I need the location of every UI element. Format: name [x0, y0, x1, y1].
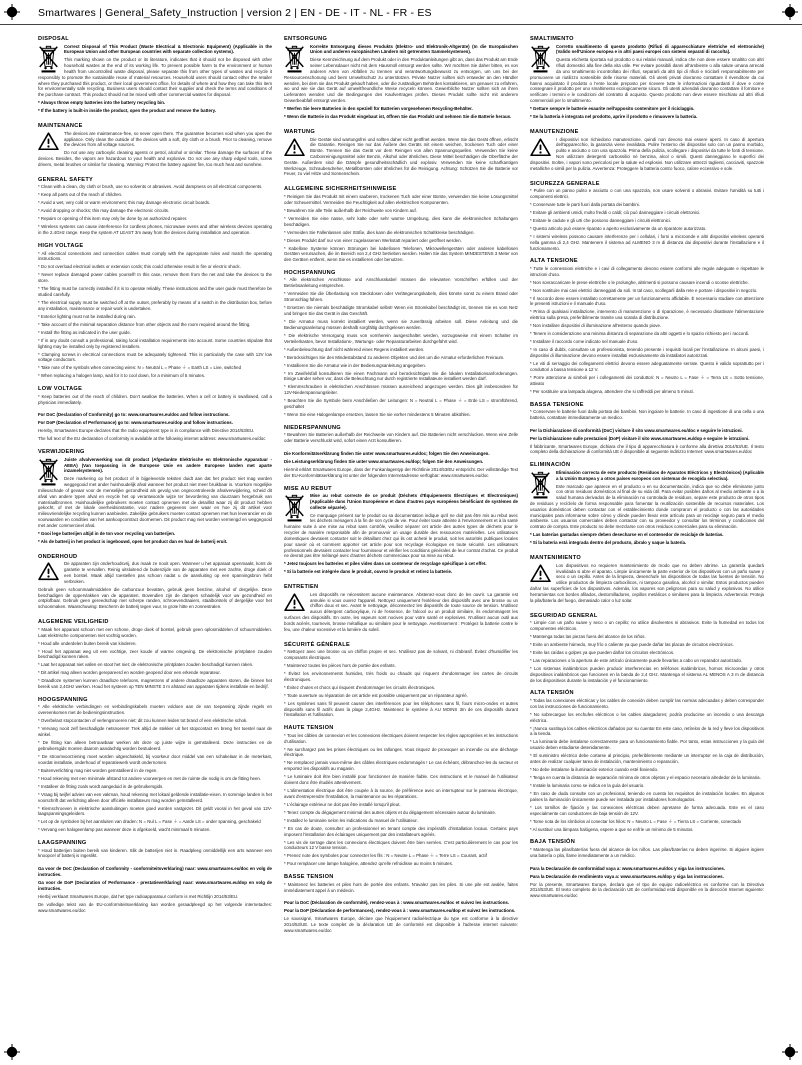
- paragraph: * Vervang een halogeenlamp pas wanneer deze is afgekoeld, wacht minimaal 5 minuten.: [38, 827, 211, 833]
- section-maintenance: [38, 123, 272, 170]
- section-body: [530, 428, 764, 456]
- registration-mark-icon: [4, 4, 20, 20]
- paragraph: * Laat het apparaat niet vallen en stoot het niet; de elektronische printplaten zouden beschadigd kunnen raken.: [38, 662, 254, 668]
- paragraph: Juiste afvalverwerking van dit product (Afgedankte Elektrische en Elektronische Apparatuur - AEEA) (Van toepassing in de Europese Unie en andere Europese landen met aparte inzamelsystemen).: [64, 456, 272, 474]
- paragraph: * Conservare le batterie fuori dalla portata dei bambini. Non ingoiare le batterie. In caso di ingestione di una cella o una batteria, contattare immediatamente un medico.: [530, 409, 764, 420]
- paragraph: * Alle elektrischen Anschlüsse und Anschlusskabel müssen die relevanten Vorschriften erfüllen und der Betriebsanleitung entsprechen.: [284, 277, 518, 289]
- paragraph: * Evitare le cadute e gli urti che possono danneggiare i circuiti elettronici.: [530, 217, 672, 223]
- paragraph: * Vervang nooit zelf beschadigde netsnoeren! Trek altijd de stekker uit het stopcontact en breng het toestel naar de winkel.: [38, 726, 272, 738]
- paragraph: * Se la batteria è integrata nel prodotto, aprire il prodotto e rimuovere la batteria.: [530, 114, 698, 119]
- section-laagspanning: [38, 840, 272, 859]
- section-heading: SEGURIDAD GENERAL: [530, 612, 598, 619]
- section-heading: SÉCURITÉ GÉNÉRALE: [284, 641, 351, 648]
- paragraph: * Clean with a clean, dry cloth or brush, use no solvents or abrasives. Avoid dampness on all electrical components.: [38, 184, 263, 190]
- paragraph: * The electrical supply must be switched off at the outset, preferably by means of a switch in the distribution box, before any installation, maintenance or repair work is undertaken.: [38, 300, 272, 311]
- section-heading: HAUTE TENSION: [284, 725, 334, 732]
- paragraph: Questa etichetta riportata sul prodotto o sui relativi manuali, indica che non deve essere smaltito con altri rifiuti domestici alla fine della vita utile. Per evitare possibili danni all'ambiente o alla salute umana arrecati da uno smaltimento incontrollato dei rifiuti, separarli da altri tipi di rifiuti e riciclarli responsabilmente per promuovere un riutilizzo sostenibile delle risorse materiali. Gli utenti privati dovranno contattare il rivenditore da cui hanno acquistato il prodotto o l'ente locale preposto per ricevere tutte le informazioni riguardanti il dove e come consegnare il prodotto per uno smaltimento ecologicamente sicuro. Gli utenti aziendali dovranno contattare il fornitore e verificare i termini e le condizioni del contratto di acquisto. Questo prodotto non deve essere mischiato ad altri rifiuti commerciali per lo smaltimento.: [530, 57, 764, 103]
- section-body: [38, 704, 272, 833]
- section-section: [38, 866, 272, 913]
- paragraph: * Avoid a wet, very cold or warm environment; this may damage electronic circuit boards.: [38, 200, 211, 206]
- paragraph: * Maak het apparaat schoon met een schone, droge doek of borstel, gebruik geen oplosmiddelen of schuurmiddelen. Laat elektrische componenten niet vochtig worden.: [38, 626, 272, 638]
- paragraph: * La luminaria debe instalarse correctamente para un funcionamiento fiable. Por tanto, estas instrucciones y la guía del usuario deben estudiarse detenidamente.: [530, 739, 764, 751]
- paragraph: * Installieren Sie die Armatur wie in der Bedienungsanleitung angegeben.: [284, 362, 427, 368]
- section-body: [284, 493, 518, 577]
- paragraph: Le soussigné, Smartwares Europe, déclare que l'équipement radioélectrique du type est conforme à la directive 2014/53/UE. Le texte complet de la déclaration UE de conformité est disponible à l'adresse internet suivante: www.smartwares.eu/doc: [284, 916, 518, 933]
- section-general-safety: [38, 177, 272, 236]
- paragraph: Per la Dichiarazione sulle prestazioni (DoP) visitare il sito www.smartwares.eu/dop e seguire le istruzioni.: [530, 435, 750, 441]
- section-body: [38, 251, 272, 380]
- paragraph: * Installez le luminaire selon les indications du manuel de l'utilisateur.: [284, 817, 418, 823]
- section-body: [38, 184, 272, 236]
- section-heading: GENERAL SAFETY: [38, 176, 94, 183]
- paragraph: * Die elektrische Versorgung muss von vornherein ausgeschaltet werden, vorzugsweise mit einem Schalter im Verteilerkasten, bevor Installations-, Wartungs- oder Reparaturarbeiten durchgeführt wird.: [284, 332, 518, 344]
- paragraph: * Clamping screws in electrical connections must be adequately tightened. This is particularly the case with 12V low voltage conductors.: [38, 351, 272, 363]
- section-heading: VERWIJDERING: [38, 449, 85, 456]
- paragraph: * In caso di dubbi, consultare un professionista, tenendo presente i requisiti locali per l'installazione. In alcuni paesi, i dispositivi di illuminazione devono essere installati esclusivamente da installatori autorizzati.: [530, 347, 764, 359]
- section-alta-tensi-n: [530, 690, 764, 832]
- paragraph: * Im Zweifelsfall konsultieren Sie einen Fachmann und berücksichtigen Sie die lokalen Installationsanforderungen. Einige Länder sehen vor, dass die Beleuchtung nur durch registrierte Installateure installiert werden darf.: [284, 370, 518, 382]
- paragraph: * Keep batteries out of the reach of children. Don't swallow the batteries. When a cell or battery is swallowed, call a physician immediately.: [38, 393, 272, 405]
- warning-triangle-icon: [530, 564, 551, 583]
- section-heading: SMALTIMENTO: [530, 36, 574, 42]
- document-title: Smartwares | General_Safety_Instruction | version 2 | EN - DE - IT - NL - FR - ES: [38, 7, 432, 19]
- paragraph: * Nettoyez avec une brosse ou un chiffon propre et sec. N'utilisez pas de solvant, ni d'abrasif. Évitez d'humidifier les composants électriques.: [284, 649, 518, 660]
- paragraph: Eliminación correcta de este producto (Residuos de Aparatos Eléctricos y Electrónicos) (Aplicable a la Unión Europea y a otros países europeos con sistemas de recogida selectiva).: [556, 469, 764, 481]
- paragraph: * En caso de duda consulte con un profesional, teniendo en cuenta los requisitos de instalación locales. En algunos países la iluminación únicamente puede ser instalada por instaladores homologados.: [530, 790, 764, 802]
- section-heading: MAINTENANCE: [38, 123, 83, 130]
- paragraph: * Beachten Sie die Symbole beim Anschließen der Leitungen: N = Neutral L = Phase ⏚ = Erde LS = stromführend, geschaltet: [284, 398, 518, 409]
- paragraph: For DoC (Declaration of Conformity) go to: www.smartwares.eu/doc and follow instructions.: [38, 412, 230, 418]
- paragraph: * Pulire con un panno pulito e asciutto o con una spazzola, non usare solventi o abrasivi. Evitare l'umidità su tutti i componenti elettrici.: [530, 188, 764, 199]
- paragraph: * Installare il raccordo come indicato nel manuale d'uso.: [530, 339, 639, 345]
- paragraph: I dispositivi non richiedono manutenzione, quindi non devono mai essere aperti. In caso di apertura dell'apparecchio, la garanzia viene invalidata. Pulire l'esterno dei dispositivi solo con un panno morbido, pulito e asciutto o con una spazzola. Prima della pulizia, scollegare i dispositivi da tutte le fonti di tensione. Non utilizzare detergenti carbossilici né benzina, alcol o simili. Questi danneggiano le superfici dei dispositivi. Inoltre, i vapori sono pericolosi per la salute ed esplosivi. Non utilizzare attrezzi taglienti, cacciaviti, spazzole metalliche o simili per la pulizia. Avvertenza: Proteggere la batteria contro fuoco, calore eccessivo e sole.: [530, 136, 764, 171]
- section-sicurezza-generale: [530, 181, 764, 252]
- section-entsorgung: [284, 36, 518, 122]
- paragraph: * Keep all parts out of the reach of children.: [38, 192, 123, 198]
- paragraph: Die Konformitätserklärung finden Sie unter www.smartwares.eu/doc; folgen Sie den Anweisungen.: [284, 450, 490, 456]
- paragraph: * Les systèmes sans fil peuvent causer des interférences pour les téléphones sans fil, fours micro-ondes et autres dispositifs sans fil actifs dans la plage 2,4GHz. Maintenez le système à AU MOINS 3m de ces dispositifs durant l'installation et l'utilisation.: [284, 700, 518, 718]
- section-heading: NIEDERSPANNUNG: [284, 424, 341, 431]
- weee-bin-icon: [284, 494, 305, 522]
- paragraph: * Draadloze systemen kunnen draadloze telefoons, magnetrons of andere draadloze apparaten storen, die binnen het bereik van 2,4GHz werken. Houd het systeem op TEN MINSTE 3 m afstand van apparaten tijdens installatie en bedrijf.: [38, 678, 272, 690]
- paragraph: * Klemschroeven in elektrische aansluitingen moeten goed worden vastgezet. Dit geldt vooral in het geval van 12V-laagspanningsgeleiders.: [38, 805, 272, 817]
- section-heading: HOCHSPANNUNG: [284, 269, 336, 276]
- section-body: [284, 882, 518, 894]
- section-body: [284, 649, 518, 718]
- section-allgemeine-sicherheitshinweise: [284, 186, 518, 263]
- paragraph: * Klemmschrauben in elektrischen Anschlüssen müssen ausreichend angezogen werden. Dies gilt insbesondere für 12V-Niederspannungsleiter.: [284, 384, 518, 396]
- paragraph: * Tome nota de los símbolos al conectar los hilos: N = Neutro L = Fase ⏚ = Tierra LS = Corriente, conectado: [530, 818, 742, 824]
- section-body: [38, 412, 272, 442]
- registration-mark-icon: [4, 1044, 20, 1060]
- section-heading: BASSE TENSION: [284, 874, 334, 881]
- paragraph: * Porre attenzione ai simboli per i collegamenti dei conduttori: N = Neutro L = Fase ⏚ = Terra LS = Sotto tensione, attivato: [530, 374, 764, 386]
- column-en-nl: [38, 36, 272, 1046]
- paragraph: Deze markering op het product of in bijgeleverde teksten duidt aan dat het product niet mag worden weggegooid met ander huishoudelijk afval wanneer het product niet meer bruikbaar is. Voorkom mogelijke milieuschade of gevaar voor de menselijke gezondheid als gevolg van ongecontroleerde afvalverwijdering, scheid dit afval van andere typen afval en recycle het op verantwoorde wijze ter bevordering van duurzaam hergebruik van materiaalbronnen. Huishoudelijke gebruikers moeten contact opnemen met de detaillist waar zij dit product hebben gekocht, of met de lokale overheidsinstantie, voor nadere gegevens over waar en hoe zij dit artikel voor milieuvriendelijke recycling kunnen aanbieden. Zakelijke gebruikers moeten contact opnemen met hun leverancier en de voorwaarden en condities van het aankoopcontract doornemen. Dit product mag niet worden vermengd en weggegooid met ander commercieel afval.: [38, 476, 272, 528]
- section-body: [530, 563, 764, 606]
- paragraph: * Wenn die Batterie in das Produkt eingebaut ist, öffnen Sie das Produkt und nehmen Sie die Batterie heraus.: [284, 114, 512, 119]
- section-body: [530, 137, 764, 174]
- section-heading: LOW VOLTAGE: [38, 386, 83, 393]
- section-heading: ELIMINACIÓN: [530, 462, 571, 469]
- paragraph: * Questo articolo può essere riparato o aperto esclusivamente da un riparatore autorizzato.: [530, 225, 707, 231]
- paragraph: * Dieses Produkt darf nur von einer zugelassenen Werkstatt repariert oder geöffnet werden.: [284, 237, 462, 243]
- paragraph: * Mantenga todas las piezas fuera del alcance de los niños.: [530, 633, 646, 639]
- warning-triangle-icon: [38, 562, 59, 581]
- paragraph: The devices are maintenance-free, so never open them. The guarantee becomes void when you open the appliance. Only clean the outside of the devices with a soft, dry cloth or a brush. Prior to cleaning, remove the devices from all voltage sources.: [64, 130, 272, 148]
- paragraph: Die Leistungserklärung finden Sie unter www.smartwares.eu/dop; folgen Sie den Anweisungen.: [284, 458, 484, 464]
- section-haute-tension: [284, 725, 518, 867]
- paragraph: * No sobrecargue los enchufes eléctricos o los cables alargadores; podría producirse un incendio o una descarga eléctrica.: [530, 711, 764, 723]
- section-disposal: [38, 36, 272, 116]
- paragraph: * Limpie con un paño suave y seco o un cepillo; no utilice disolventes ni abrasivos. Evite la humedad en todos los componentes eléctricos.: [530, 620, 764, 631]
- section-section: [530, 428, 764, 456]
- section-heading: MANUTENZIONE: [530, 129, 579, 135]
- section-low-voltage: [38, 386, 272, 405]
- paragraph: Die Geräte sind wartungsfrei und sollten daher nicht geöffnet werden. Wenn Sie das Gerät öffnen, erlischt die Garantie. Reinigen Sie nur das Äußere des Geräts mit einem weichen, trockenen Tuch oder einer Bürste. Trennen Sie das Gerät vor dem Reinigen von allen Spannungsquellen. Verwenden Sie keine Carbonreinigungsmittel oder Benzin, Alkohol oder ähnliches. Diese Mittel beschädigen die Oberfläche der Geräte. Außerdem sind die Dämpfe gesundheitsschädlich und explosiv. Verwenden Sie keine scharfkantigen Werkzeuge, Schraubendreher, Metallbürsten oder ähnliches für die Reinigung. Achtung: Schützen Sie die Batterie vor Feuer, zu viel Hitze und Sonnenschein.: [284, 136, 518, 177]
- paragraph: * Tous les câbles de connexion et les connexions électriques doivent respecter les règles appropriées et les instructions d'utilisation.: [284, 732, 518, 744]
- paragraph: * Gettare sempre le batterie esaurite nell'apposito contenitore per il riciclaggio.: [530, 106, 695, 111]
- paragraph: * Las baterías gastadas siempre deben desecharse en el contenedor de reciclaje de baterías.: [530, 532, 724, 538]
- section-heading: LAAGSPANNING: [38, 840, 87, 847]
- warning-triangle-icon: [284, 593, 305, 612]
- section-body: [38, 457, 272, 547]
- paragraph: This marking shown on the product or its literature, indicates that it should not be disposed with other household wastes at the end of its working life. To prevent possible harm to the environment or human health from uncontrolled waste disposal, please separate this from other types of wastes and recycle it responsibly to promote the sustainable reuse of material resources. Household users should contact either the retailer where they purchased this product, or their local government office, for details of where and how they can take this item for environmentally safe recycling. Business users should contact their supplier and check the terms and conditions of the purchase contract. This product should not be mixed with other commercial wastes for disposal.: [38, 57, 272, 98]
- weee-bin-icon: [38, 45, 59, 73]
- section-body: [284, 137, 518, 180]
- paragraph: Corretto smaltimento di questo prodotto (Rifiuti di apparecchiature elettriche ed elettroniche) (Valido nell'Unione europea e in altri paesi europei con sistemi separati di raccolta).: [556, 43, 764, 55]
- section-heading: ALLGEMEINE SICHERHEITSHINWEISE: [284, 186, 397, 193]
- paragraph: * Évitez chutes et chocs qui risquent d'endommager les circuits électroniques.: [284, 684, 436, 690]
- paragraph: * Gooi lege batterijen altijd in de ton voor recycling van batterijen.: [38, 530, 176, 536]
- section-heading: MANTENIMIENTO: [530, 555, 582, 562]
- paragraph: Por la presente, Smartwares Europe, declara que el tipo de equipo radioeléctrico es conforme con la Directiva 2014/53/UE. El texto completo de la declaración UE de conformidad está disponible en la dirección Internet siguiente: www.smartwares.eu/doc: [530, 881, 764, 899]
- section-heading: SICUREZZA GENERALE: [530, 180, 600, 187]
- section-heading: HIGH VOLTAGE: [38, 243, 84, 250]
- section-hoogspanning: [38, 697, 272, 833]
- section-heading: BASSA TENSIONE: [530, 401, 584, 408]
- paragraph: * Per sostituire una lampada alogena, attendere che si raffreddi per almeno 5 minuti.: [530, 388, 694, 394]
- paragraph: * Exterior lighting must not be installed during rain.: [38, 313, 136, 319]
- paragraph: * Bewahren Sie alle Teile außerhalb der Reichweite von Kindern auf.: [284, 207, 417, 213]
- section-heading: MISE AU REBUT: [284, 485, 332, 492]
- section-niederspannung: [284, 425, 518, 444]
- paragraph: Diese Kennzeichnung auf dem Produkt oder in den Produktanleitungen gibt an, dass das Produkt am Ende seiner Lebensdauer nicht mit dem Hausmüll entsorgt werden sollte. Wir möchten Sie daher bitten, es von anderen Arten von Abfällen zu trennen und verantwortungsbewusst zu entsorgen, um uns bei der Ressourcenschonung und beim Umweltschutz zu unterstützen. Private Nutzer sollten sich entweder an den Händler wenden, bei dem sie das Produkt gekauft haben, oder die zuständigen Behörden kontaktieren, um genauer zu erfahren, wo und wie sie das Gerät auf umweltfreundliche Weise recyceln können. Gewerbliche Nutzer sollten sich an ihren Lieferanten wenden und die Bedingungen des Kaufvertrages prüfen. Dieses Produkt sollte nicht mit anderem Gewerbeabfall entsorgt werden.: [284, 57, 518, 103]
- paragraph: * Las reparaciones o la apertura de este artículo únicamente puede llevarlas a cabo un reparador autorizado.: [530, 657, 743, 663]
- section-heading: WARTUNG: [284, 129, 315, 135]
- section-bassa-tensione: [530, 402, 764, 421]
- section-section: [284, 451, 518, 479]
- section-onderhoud: [38, 554, 272, 612]
- paragraph: * Le luminaire doit être bien installé pour fonctionner de manière fiable. Ces instructions et le manuel de l'utilisateur doivent donc être étudiés attentivement.: [284, 774, 518, 785]
- weee-bin-icon: [530, 471, 551, 499]
- paragraph: * ¡Nunca sustituya los cables eléctricos dañados por su cuenta! En este caso, retírelos de la red y lleve los dispositivos a la tienda.: [530, 725, 764, 737]
- paragraph: * Non sovraccaricare le prese elettriche o le prolunghe, altrimenti si possono causare incendi o scosse elettriche.: [530, 279, 749, 285]
- section-body: [530, 866, 764, 899]
- paragraph: De apparaten zijn onderhoudsvrij, dus maak ze nooit open. Wanneer u het apparaat openmaakt, komt de garantie te vervallen. Reinig uitsluitend de buitenzijde van de apparaten met een zachte, droge doek of een borstel. Maak altijd toestellen pas schoon nadat u de aansluiting op een spanningsbron hebt verbroken.: [64, 561, 272, 584]
- paragraph: * Repairs or opening of this item may only be done by an authorized repairer.: [38, 216, 188, 222]
- paragraph: * Vermeiden Sie die Überlastung von Steckdosen oder Verlängerungskabeln, dies könnte sonst zu einem Brand oder Stromschlag führen.: [284, 291, 518, 303]
- paragraph: * Instale la luminaria como se indica en la guía del usuario.: [530, 782, 645, 788]
- section-body: [530, 470, 764, 549]
- paragraph: Il fabbricante, Smartwares Europe, dichiara che il tipo di apparecchiatura è conforme alla direttiva 2014/53/UE. Il testo completo della dichiarazione di conformità UE è disponibile al seguente indirizzo Internet: www.smartwares.eu/doc: [530, 443, 764, 455]
- paragraph: * All electrical connections and connection cables must comply with the appropriate rules and match the operating instructions.: [38, 250, 272, 262]
- paragraph: * Take account of the minimal separation distance from other objects and the room required around the fitting.: [38, 321, 251, 327]
- section-body: [38, 848, 272, 860]
- paragraph: Correct Disposal of This Product (Waste Electrical & Electronic Equipment) (Applicable in the European Union and other European countries with separate collection systems).: [64, 43, 272, 55]
- section-verwijdering: [38, 449, 272, 547]
- column-it-es: [530, 36, 764, 1046]
- section-body: [530, 620, 764, 683]
- section-manutenzione: [530, 129, 764, 174]
- paragraph: Gebruik geen schoonmaakmiddelen die carbonzuur bevatten, gebruik geen benzine, alcohol of dergelijke. Deze beschadigen de oppervlakken van de apparaten. Bovendien zijn de dampen schadelijk voor uw gezondheid en ontplofbaar. Gebruik geen gereedschap met scherpe randen, schroevendraaiers, staalborstels of dergelijke voor het schoonmaken. Waarschuwing: Bescherm de batterij tegen vuur, te grote hitte en zonnestralen.: [38, 586, 272, 610]
- paragraph: * Les vis de serrage dans les connexions électriques doivent être bien serrées. C'est particulièrement le cas pour les conducteurs 12 V basse tension.: [284, 839, 518, 851]
- paragraph: * Overbelast stopcontacten of verlengsnoeren niet; dit zou kunnen leiden tot brand of een elektrische schok.: [38, 718, 248, 724]
- paragraph: Para la Declaración de conformidad vaya a: www.smartwares.eu/doc y siga las instrucciones.: [530, 865, 726, 871]
- paragraph: * Tenere in considerazione una minima distanza di separazione da altri oggetti e lo spazio richiesto per i raccordi.: [530, 331, 750, 337]
- paragraph: * Non sostituire mai cavi elettrici danneggiati da soli. In tal caso, scollegarli dalla rete e portare i dispositivi in negozio.: [530, 287, 758, 293]
- paragraph: Korrekte Entsorgung dieses Produkts (Elektro- und Elektronik-Altgeräte) (In die Europäischen Union und anderen europäischen Ländern mit getrennten Sammelsystemen).: [310, 43, 518, 55]
- weee-bin-icon: [530, 45, 551, 73]
- section-body: [530, 847, 764, 859]
- paragraph: * Tenez compte du dégagement minimal des autres objets et du dégagement nécessaire autour du luminaire.: [284, 809, 497, 815]
- section-heading: ONDERHOUD: [38, 553, 78, 560]
- column-de-fr: [284, 36, 518, 1046]
- paragraph: * Reinigen Sie das Produkt mit einem sauberen, trockenen Tuch oder einer Bürste, verwenden Sie keine Lösungsmittel oder Scheuermittel. Vermeiden Sie Feuchtigkeit auf allen elektrischen Komponenten.: [284, 193, 518, 205]
- paragraph: * Los tornillos de fijación y las conexiones eléctricas deben apretarse de forma adecuada. Este es el caso especialmente con conductores de baja tensión de 12V.: [530, 804, 764, 816]
- section-section: [284, 900, 518, 933]
- paragraph: * De stroomvoorziening moet worden uitgeschakeld, bij voorkeur door middel van een schakelaar in de meterkast, voordat installatie, onderhoud of reparatiewerk wordt ondernomen.: [38, 753, 272, 765]
- paragraph: * L'alimentation électrique doit être coupée à la source, de préférence avec un interrupteur sur le panneau électrique, avant d'entreprendre l'installation, la maintenance ou les réparations.: [284, 788, 518, 799]
- paragraph: * Ne remplacez jamais vous-même des câbles électriques endommagés ! Le cas échéant, débranchez-les du secteur et emportez les dispositifs au magasin.: [284, 760, 518, 772]
- paragraph: * If the battery is built-in inside the product, open the product and remove the battery.: [38, 108, 217, 114]
- paragraph: * Außenbeleuchtung darf nicht während eines Regens installiert werden.: [284, 346, 425, 352]
- section-baja-tensi-n: [530, 839, 764, 858]
- document-body: [38, 36, 764, 1046]
- paragraph: * Take note of the symbols when connecting wires: N = Neutral L = Phase ⏚ = Earth LS = Live, switched: [38, 365, 242, 371]
- section-body: [284, 194, 518, 263]
- section-heading: ALTA TENSIONE: [530, 258, 578, 265]
- paragraph: * Toute ouverture ou réparation de cet article est possible uniquement par un réparateur agréé.: [284, 692, 468, 698]
- section-body: [530, 698, 764, 833]
- section-alta-tensione: [530, 258, 764, 394]
- section-heading: ALGEMENE VEILIGHEID: [38, 619, 109, 626]
- paragraph: * Évitez les environnements humides, très froids ou chauds qui risquent d'endommager les cartes de circuits électroniques.: [284, 671, 518, 682]
- paragraph: Hiermit erklärt Smartwares Europe, dass der Funkanlagentyp der Richtlinie 2014/53/EU entspricht. Der vollständige Text der EU-Konformitätserklärung ist unter der folgenden Internetadresse verfügbar: www.smartwares.eu/doc: [284, 466, 518, 478]
- section-heading: BAJA TENSIÓN: [530, 839, 576, 846]
- paragraph: * Ersetzen Sie niemals beschädigte Stromkabel selbst! Wenn ein Stromkabel beschädigt ist, trennen Sie es vom Netz und bringen Sie das Gerät in das Geschäft.: [284, 305, 518, 316]
- section-body: [530, 44, 764, 123]
- section-heading: ALTA TENSIÓN: [530, 690, 574, 697]
- section-body: [284, 44, 518, 123]
- section-body: [284, 277, 518, 417]
- paragraph: Les dispositifs ne nécessitent aucune maintenance. Abstenez-vous donc de les ouvrir. La garantie est annulée si vous ouvrez l'appareil. Nettoyez uniquement l'extérieur des dispositifs avec une brosse ou un chiffon doux et sec. Avant le nettoyage, déconnectez les dispositifs de toute source de tension. N'utilisez aucun détergent carboxylique, ni de l'essence, de l'alcool ou un produit similaire, ils endommagent les surfaces des dispositifs. En outre, les vapeurs sont nocives pour votre santé et explosives. N'utilisez aucun outil aux bords acérés, tournevis, brosse métallique ou similaire pour le nettoyage. Avertissement : Protégez la batterie contre le feu, une chaleur excessive et la lumière du soleil.: [284, 591, 518, 632]
- paragraph: Hierbij verklaart Smartwares Europe, dat het type radioapparatuur conform is met Richtlijn 2014/53/EU.: [38, 893, 239, 899]
- paragraph: * Todas las conexiones eléctricas y los cables de conexión deben cumplir las normas adecuadas y deben corresponder con las instrucciones de funcionamiento.: [530, 697, 764, 709]
- paragraph: * Ne surchargez pas les prises électriques ou les rallonges. Vous risquez de provoquer un incendie ou une décharge électrique.: [284, 746, 518, 758]
- paragraph: * Tutte le connessioni elettriche e i cavi di collegamento devono essere conformi alle regole adeguate e rispettare le istruzioni d'uso.: [530, 265, 764, 277]
- paragraph: * Evite un ambiente húmedo, muy frío o caliente ya que puede dañar las placas de circuitos electrónicos.: [530, 641, 734, 647]
- section-wartung: [284, 129, 518, 179]
- paragraph: * Wenn Sie eine Halogenlampe ersetzen, lassen Sie sie vorher mindestens 5 Minuten abkühlen.: [284, 411, 471, 417]
- registration-mark-icon: [782, 4, 798, 20]
- paragraph: * Berücksichtigen Sie den Mindestabstand zu anderen Objekten und den um die Armatur erforderlichen Freiraum.: [284, 354, 505, 360]
- section-body: [38, 44, 272, 117]
- weee-bin-icon: [38, 458, 59, 486]
- section-entretien: [284, 584, 518, 634]
- section-body: [530, 409, 764, 421]
- paragraph: * Si la batería está integrada dentro del producto, ábralo y saque la batería.: [530, 540, 687, 546]
- section-heading: ENTSORGUNG: [284, 36, 328, 42]
- paragraph: Do not use any carboxylic cleaning agents or petrol, alcohol or similar. These damage the surfaces of the devices. Besides, the vapors are hazardous to your health and explosive. Do not use any sharp edged tools, screw drivers, metal brushes or similar for cleaning. Warning: Protect the battery against fire, too much heat and sunshine.: [38, 150, 272, 167]
- paragraph: * Pour remplacer une lampe halogène, attendez qu'elle refroidisse au moins 5 minutes.: [284, 861, 453, 867]
- paragraph: * Non installare dispositivi di illuminazione all'esterno quando piove.: [530, 323, 662, 329]
- warning-triangle-icon: [284, 138, 305, 157]
- weee-bin-icon: [284, 45, 305, 73]
- section-body: [38, 866, 272, 913]
- section-basse-tension: [284, 874, 518, 893]
- paragraph: * Alle elektrische verbindingen en verbindingskabels moeten voldoen aan de van toepassing zijnde regels en overeenkomen met de bedieningsinstructies.: [38, 704, 272, 716]
- paragraph: De volledige tekst van de EU-conformiteitsverklaring kan worden geraadpleegd op het volgende internetadres: www.smartwares.eu/doc: [38, 901, 272, 913]
- paragraph: * Evite las caídas o golpes ya que pueden dañar los circuitos electrónicos.: [530, 649, 675, 655]
- section-body: [38, 561, 272, 612]
- paragraph: * Always throw empty batteries into the battery recycling bin.: [38, 100, 166, 106]
- paragraph: Ga voor de DoC (Declaration of Conformity - conformiteitsverklaring) naar: www.smartwares.eu/doc en volg de instructies.: [38, 866, 272, 878]
- paragraph: * Installeer de fitting zoals wordt aangeduid in de gebruikersgids.: [38, 783, 164, 789]
- section-body: [38, 131, 272, 170]
- paragraph: * Als de batterij in het product is ingebouwd, open het product dan en haal de batterij eruit.: [38, 538, 228, 544]
- paragraph: Pour la DoP (Déclaration de performances), rendez-vous à : www.smartwares.eu/dop et suivez les instructions.: [284, 908, 516, 914]
- section-body: [284, 900, 518, 933]
- section-algemene-veiligheid: [38, 619, 272, 690]
- paragraph: * El suministro eléctrico debe cortarse al principio, preferiblemente mediante un interruptor en la caja de distribución, antes de realizar cualquier tarea de instalación, mantenimiento o reparación.: [530, 753, 764, 764]
- section-section: [530, 866, 764, 899]
- paragraph: * Maintenez les batteries et piles hors de portée des enfants. N'avalez pas les piles. Si une pile est avalée, faites immédiatement appel à un médecin.: [284, 881, 518, 893]
- paragraph: * Avoid dropping or shocks; this may damage the electronic circuits.: [38, 208, 170, 214]
- paragraph: * Houd alle onderdelen buiten bereik van kinderen.: [38, 640, 137, 646]
- paragraph: Los dispositivos no requieren mantenimiento de modo que no deben abrirse. La garantía quedará invalidada si abre el aparato. Limpie únicamente la parte exterior de los dispositivos con un paño suave y seco o un cepillo. Antes de la limpieza, desenchufe los dispositivos de todas las fuentes de tensión. No utilice productos de limpieza carboxílicos, ni tampoco gasolina, alcohol o similar. Estos productos pueden dañar las superficies de los dispositivos. Además, los vapores son peligrosos para su salud y explosivos. No utilice herramientas con bordes afilados, destornilladores, cepillos metálicos o similares para la limpieza. Advertencia: Proteja la pila/batería del fuego, demasiado calor o luz solar.: [530, 562, 764, 603]
- header-divider: [0, 24, 802, 25]
- paragraph: * Houd rekening met een minimale afstand tot andere voorwerpen en met de ruimte die nodig is om de fitting heen.: [38, 775, 262, 781]
- paragraph: * Si la batterie est intégrée dans le produit, ouvrez le produit et retirez la batterie.: [284, 569, 453, 575]
- paragraph: * Wireless systems can cause interference for cordless phones, microwave ovens and other wireless devices operating in the 2.4GHz range. Keep the system AT LEAST 3m away from the devices during installation and operation.: [38, 224, 272, 236]
- section-section: [38, 412, 272, 442]
- paragraph: For DoP (Declaration of Performance) go to: www.smartwares.eu/dop and follow instructions.: [38, 420, 233, 426]
- paragraph: * I sistemi wireless possono causare interferenze per i cellulari, i forni a microonde e altri dispositivi wireless operanti nella gamma di 2,4 GHz. Mantenere il sistema ad ALMENO 3 m di distanza dai dispositivi durante l'installazione e il funzionamento.: [530, 233, 764, 251]
- paragraph: * Let op de symbolen bij het aansluiten van draden: N = Nul L = Fase ⏚ = Aarde LS = onder spanning, geschakeld: [38, 819, 261, 825]
- paragraph: * Evitare gli ambienti umidi, molto freddi o caldi; ciò può danneggiare i circuiti elettronici.: [530, 209, 701, 215]
- paragraph: * De fitting kan alleen betrouwbaar werken als deze op juiste wijze is geïnstalleerd. Deze instructies en de gebruikersgids moeten daarom aandachtig worden bestudeerd.: [38, 740, 272, 751]
- section-eliminaci-n: [530, 462, 764, 548]
- paragraph: * Conservare tutte le parti fuori dalla portata dei bambini.: [530, 201, 640, 207]
- paragraph: Este marcado que aparece en el producto o en su documentación, indica que no debe eliminarse junto con otros residuos domésticos al final de su vida útil. Para evitar posibles daños al medio ambiente o a la salud humana derivados de la eliminación no controlada de residuos, separe este producto de otros tipos de residuos y recíclelo de forma responsable para fomentar la reutilización sostenible de recursos materiales. Los usuarios domésticos deben contactar con el establecimiento donde compraron el producto o con las autoridades municipales para informarse sobre cómo y dónde pueden llevar este artículo para un reciclaje seguro para el medio ambiente. Los usuarios comerciales deben contactar con su proveedor y consultar los términos y condiciones del contrato de compra. Este producto no debe mezclarse con otros residuos comerciales para su eliminación.: [530, 483, 764, 530]
- paragraph: * Mantenga las pilas/baterías fuera del alcance de los niños. Las pilas/baterías no deben ingerirse. Si alguien ingiere una batería o pila, llame inmediatamente a un médico.: [530, 846, 764, 858]
- section-smaltimento: [530, 36, 764, 122]
- paragraph: * En cas de doute, consultez un professionnel en tenant compte des impératifs d'installation locaux. Certains pays imposent l'installation des éclairages uniquement par des installateurs agréés.: [284, 825, 518, 837]
- paragraph: * Vraag bij twijfel advies van een vakman, houd rekening met lokaal geldende installatie-eisen. In sommige landen is het voorschrift dat verlichting alleen door officiële installateurs mag worden geïnstalleerd.: [38, 791, 272, 803]
- paragraph: * Al sustituir una lámpara halógena, espere a que se enfríe un mínimo de 5 minutos.: [530, 826, 694, 832]
- paragraph: * Houd het apparaat weg uit een vochtige, zeer koude of warme omgeving. De elektronische printplaten zouden beschadigd kunnen raken.: [38, 648, 272, 660]
- section-body: [284, 733, 518, 868]
- paragraph: * Prima di qualsiasi installazione, intervento di manutenzione o di riparazione, è necessario disattivare l'alimentazione elettrica sulla presa, preferibilmente tramite una scatola di distribuzione.: [530, 309, 764, 321]
- paragraph: The full text of the EU declaration of conformity is available at the following internet address: www.smartwares.eu/doc: [38, 436, 266, 442]
- paragraph: * Bewahren Sie Batterien außerhalb der Reichweite von Kindern auf. Die Batterien nicht verschlucken. Wenn eine Zelle oder Batterie verschluckt wird, sofort einen Arzt konsultieren.: [284, 432, 518, 444]
- paragraph: * Tenga en cuenta la distancia de separación mínima de otros objetos y el espacio necesario alrededor de la luminaria.: [530, 774, 761, 780]
- paragraph: * Jetez toujours les batteries et piles vides dans un conteneur de recyclage spécifique à cet effet.: [284, 561, 487, 567]
- warning-triangle-icon: [530, 138, 551, 157]
- paragraph: * Die Armatur muss korrekt installiert werden, wenn sie zuverlässig arbeiten soll. Diese Anleitung und die Bedienungsanleitung müssen deshalb sorgfältig durchgelesen werden.: [284, 318, 518, 330]
- paragraph: * Le viti di serraggio dei collegamenti elettrici devono essere adeguatamente serrate. Questo è valido soprattutto per i conduttori a bassa tensione a 12 V.: [530, 361, 764, 372]
- section-mise-au-rebut: [284, 486, 518, 578]
- paragraph: * Il raccordo deve essere installato correttamente per un funzionamento affidabile. È necessario studiare con attenzione le presenti istruzioni e il manuale d'uso.: [530, 295, 764, 307]
- paragraph: * Prenez note des symboles pour connecter les fils : N = Neutre L = Phase ⏚ = Terre LS = Courant, actif: [284, 853, 487, 859]
- section-body: [530, 188, 764, 251]
- paragraph: * The fitting must be correctly installed if it is to operate reliably. These instructions and the user guide must therefore be studied carefully.: [38, 286, 272, 297]
- section-body: [284, 451, 518, 479]
- section-mantenimiento: [530, 555, 764, 605]
- paragraph: * When replacing a halogen lamp, wait for it to cool down, for a minimum of 5 minutes.: [38, 373, 206, 379]
- paragraph: Per la Dichiarazione di conformità (DoC) visitare il sito www.smartwares.eu/doc e seguire le istruzioni.: [530, 427, 743, 433]
- section-high-voltage: [38, 243, 272, 379]
- paragraph: * Buitenverlichting mag niet worden geïnstalleerd in de regen.: [38, 767, 158, 773]
- paragraph: * Houd batterijen buiten bereik van kinderen. Slik de batterijen niet in. Raadpleeg onmiddellijk een arts wanneer een knoopcel of batterij is ingeslikt.: [38, 847, 272, 859]
- paragraph: * No debe instalarse la iluminación exterior cuando esté lloviendo.: [530, 766, 659, 772]
- section-body: [530, 266, 764, 395]
- paragraph: Hereby, Smartwares Europe declares that the radio equipment type is in compliance with Directive 2014/53/EU.: [38, 428, 255, 434]
- paragraph: * Install the fitting as indicated in the user guide.: [38, 329, 131, 335]
- registration-mark-icon: [782, 1044, 798, 1060]
- paragraph: Pour la DoC (Déclaration de conformité), rendez-vous à : www.smartwares.eu/doc et suivez les instructions.: [284, 900, 510, 906]
- section-body: [284, 592, 518, 635]
- section-body: [38, 394, 272, 406]
- paragraph: * Vermeiden Sie Fallenlassen oder Stöße, dies kann die elektronischen Schaltkreise beschädigen.: [284, 229, 475, 235]
- section-heading: DISPOSAL: [38, 36, 69, 42]
- paragraph: * Los sistemas inalámbricos pueden producir interferencias en teléfonos inalámbricos, hornos microondas y otros dispositivos inalámbricos que funcionen en la banda de 2,4 GHz. Mantenga el sistema AL MENOS A 3 m de distancia de los dispositivos durante la instalación y el funcionamiento.: [530, 665, 764, 683]
- section-hochspannung: [284, 270, 518, 418]
- paragraph: Ga voor de DoP (Declaration of Performance - prestatieverklaring) naar: www.smartwares.eu/dop en volg de instructies.: [38, 880, 272, 891]
- section-body: [284, 432, 518, 444]
- section-s-curit-g-n-rale: [284, 642, 518, 719]
- paragraph: * If in any doubt consult a professional, taking local installation requirements into account. Some countries stipulate that lighting may be installed only by registered installers.: [38, 337, 272, 349]
- paragraph: * Do not overload electrical outlets or extension cords; this could otherwise result in fire or electric shock.: [38, 264, 241, 270]
- section-body: [38, 627, 272, 690]
- warning-triangle-icon: [38, 132, 59, 151]
- paragraph: * Never replace damaged power cables yourself! In this case, remove them from the net and take the devices to the store.: [38, 272, 272, 284]
- paragraph: * Maintenez toutes les pièces hors de portée des enfants.: [284, 663, 396, 668]
- paragraph: * Vermeiden Sie eine nasse, sehr kalte oder sehr warme Umgebung, dies kann die elektronischen Schaltungen beschädigen.: [284, 215, 518, 227]
- paragraph: Para la Declaración de rendimiento vaya a: www.smartwares.eu/dop y siga las instrucciones.: [530, 873, 724, 879]
- section-heading: ENTRETIEN: [284, 584, 319, 591]
- section-heading: HOOGSPANNING: [38, 696, 88, 703]
- paragraph: * Dit artikel mag alleen worden gerepareerd en worden geopend door een erkende reparateur.: [38, 670, 221, 676]
- paragraph: * L'éclairage extérieur ne doit pas être installé lorsqu'il pleut.: [284, 801, 401, 807]
- paragraph: * Werfen Sie leere Batterien in den speziell für Batterien vorgesehenen Recycling-Behälter.: [284, 106, 473, 111]
- paragraph: Mise au rebut correcte de ce produit (Déchets d'Équipements Électriques et Électroniques) (Applicable dans l'Union Européenne et dans d'autres pays européens bénéficiant de systèmes de collecte séparée).: [310, 493, 518, 510]
- section-seguridad-general: [530, 613, 764, 684]
- paragraph: * Kabellose Systeme können Störungen bei kabellosen Telefonen, Mikrowellengeräten oder anderen kabellosen Geräten verursachen, die im Bereich von 2,4 GHz betrieben werden. Halten Sie das System MINDESTENS 3 Meter von den Geräten entfernt, wenn Sie es installieren oder benutzen.: [284, 245, 518, 263]
- paragraph: Ce marquage présent sur le produit ou sa documentation indique qu'il ne doit pas être mis au rebut avec les déchets ménagers à la fin de son cycle de vie. Pour éviter toute atteinte à l'environnement et à la santé humaine suite à une mise au rebut sans contrôle, veuillez séparer cet article des autres types de déchets pour le recycler de manière responsable afin de promouvoir un usage durable des ressources matérielles. Les utilisateurs domestiques devraient contacter soit le détaillant chez qui ils ont acheté le produit, soit les autorités publiques locales pour savoir où et comment apporter cet article pour son recyclage écologique en toute sécurité. Les utilisateurs professionnels devraient contacter leur fournisseur et vérifier les conditions générales de leur contrat d'achat. Ce produit ne devrait pas être mélangé avec d'autres déchets commerciaux pour sa mise au rebut.: [284, 512, 518, 559]
